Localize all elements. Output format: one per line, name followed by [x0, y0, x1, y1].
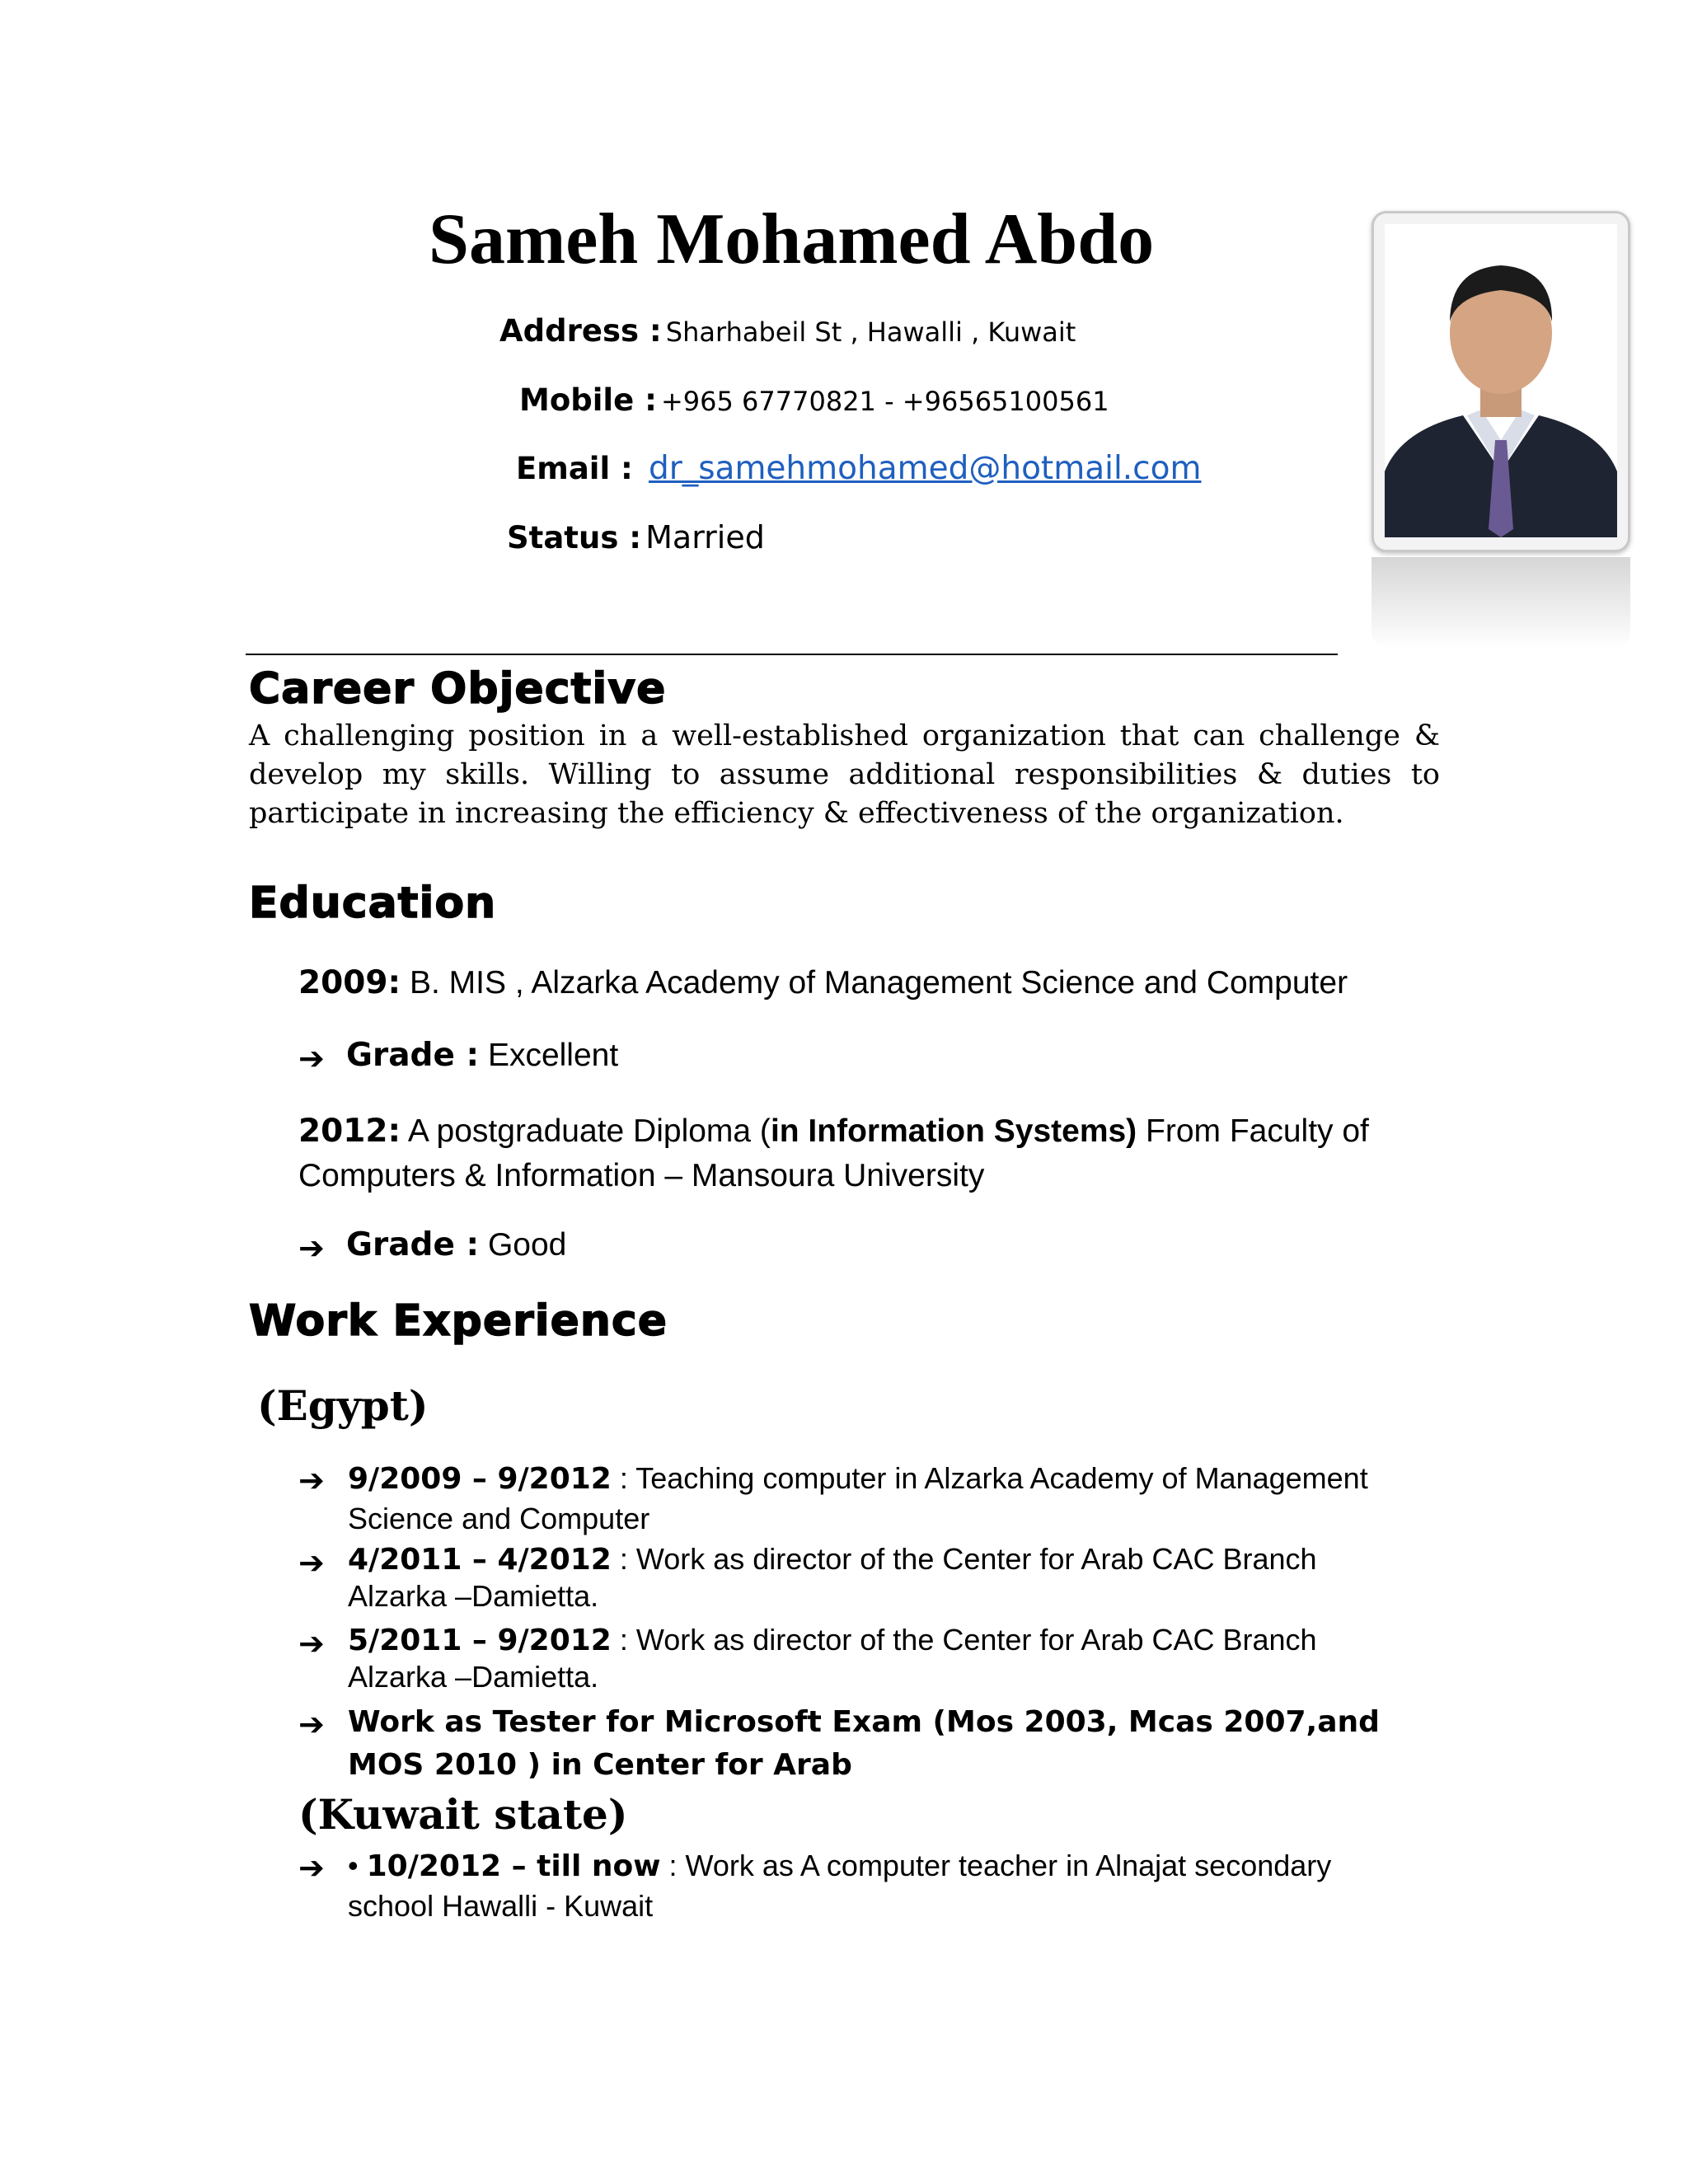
education-field: in Information Systems)	[770, 1113, 1137, 1149]
address-value: Sharhabeil St , Hawalli , Kuwait	[665, 316, 1076, 348]
grade-label: Grade :	[346, 1037, 480, 1074]
career-objective-heading: Career Objective	[249, 664, 667, 714]
arrow-bullet-icon: ➔	[298, 1230, 325, 1266]
arrow-bullet-icon: ➔	[298, 1849, 325, 1886]
grade-value: Good	[479, 1227, 567, 1263]
email-link[interactable]: dr_samehmohamed@hotmail.com	[648, 450, 1202, 487]
job-period: 9/2009 – 9/2012	[348, 1462, 612, 1496]
work-experience-heading: Work Experience	[249, 1296, 668, 1346]
grade-label: Grade :	[346, 1226, 480, 1263]
header-divider	[246, 654, 1338, 655]
arrow-bullet-icon: ➔	[298, 1625, 325, 1661]
job-description: : Teaching computer in Alzarka Academy of Management Science and Computer	[348, 1461, 1368, 1535]
education-description: A postgraduate Diploma (	[401, 1113, 771, 1149]
arrow-bullet-icon: ➔	[298, 1544, 325, 1581]
person-portrait-icon	[1385, 224, 1617, 537]
education-description: B. MIS , Alzarka Academy of Management Science and Computer	[401, 965, 1348, 1001]
arrow-bullet-icon: ➔	[298, 1462, 325, 1498]
job-period: 5/2011 – 9/2012	[348, 1624, 612, 1657]
status-line	[507, 519, 765, 555]
profile-photo	[1385, 224, 1617, 537]
career-objective-text: A challenging position in a well-established organization that can challenge & develop my skills. Willing to assume additional responsibilities & duties to participate in increasing the efficiency & effectiveness of the organization.	[249, 719, 1440, 830]
education-grade-2012	[346, 1226, 566, 1263]
email-line	[516, 450, 1201, 487]
mobile-value: +965 67770821 - +96565100561	[660, 386, 1109, 417]
photo-reflection	[1372, 557, 1630, 648]
job-period: 4/2011 – 4/2012	[348, 1543, 612, 1577]
email-label: Email :	[516, 451, 633, 486]
job-description: : Work as director of the Center for Arab CAC Branch Alzarka –Damietta.	[348, 1623, 1317, 1694]
education-year: 2009:	[298, 964, 401, 1001]
job-entry	[348, 1622, 1419, 1695]
status-value: Married	[645, 519, 765, 555]
kuwait-subheading: (Kuwait state)	[298, 1790, 628, 1839]
mobile-label: Mobile :	[519, 382, 657, 418]
education-entry-2012-line2: Computers & Information – Mansoura University	[298, 1158, 985, 1193]
status-label: Status :	[507, 520, 642, 555]
grade-value: Excellent	[479, 1038, 619, 1073]
arrow-bullet-icon: ➔	[298, 1040, 325, 1076]
job-entry	[348, 1541, 1419, 1615]
education-grade-2009	[346, 1037, 618, 1074]
address-line	[499, 313, 1076, 349]
job-period: 10/2012 – till now	[366, 1849, 661, 1883]
mobile-line	[519, 382, 1109, 418]
job-description: : Work as A computer teacher in Alnajat secondary school Hawalli - Kuwait	[348, 1849, 1332, 1923]
job-entry	[348, 1459, 1419, 1539]
education-description-tail: From Faculty of	[1137, 1113, 1369, 1149]
education-entry-2012	[298, 1113, 1369, 1150]
candidate-name: Sameh Mohamed Abdo	[429, 199, 1155, 279]
job-description: : Work as director of the Center for Arab CAC Branch Alzarka –Damietta.	[348, 1542, 1317, 1613]
address-label: Address :	[499, 313, 662, 349]
arrow-bullet-icon: ➔	[298, 1706, 325, 1742]
education-heading: Education	[249, 879, 497, 928]
job-entry: Work as Tester for Microsoft Exam (Mos 2003, Mcas 2007,and MOS 2010 ) in Center for Arab	[348, 1705, 1380, 1782]
education-entry-2009	[298, 964, 1348, 1001]
job-entry	[348, 1846, 1419, 1926]
bullet-dot-icon: •	[348, 1849, 359, 1882]
education-year: 2012:	[298, 1113, 401, 1150]
egypt-subheading: (Egypt)	[257, 1381, 429, 1430]
